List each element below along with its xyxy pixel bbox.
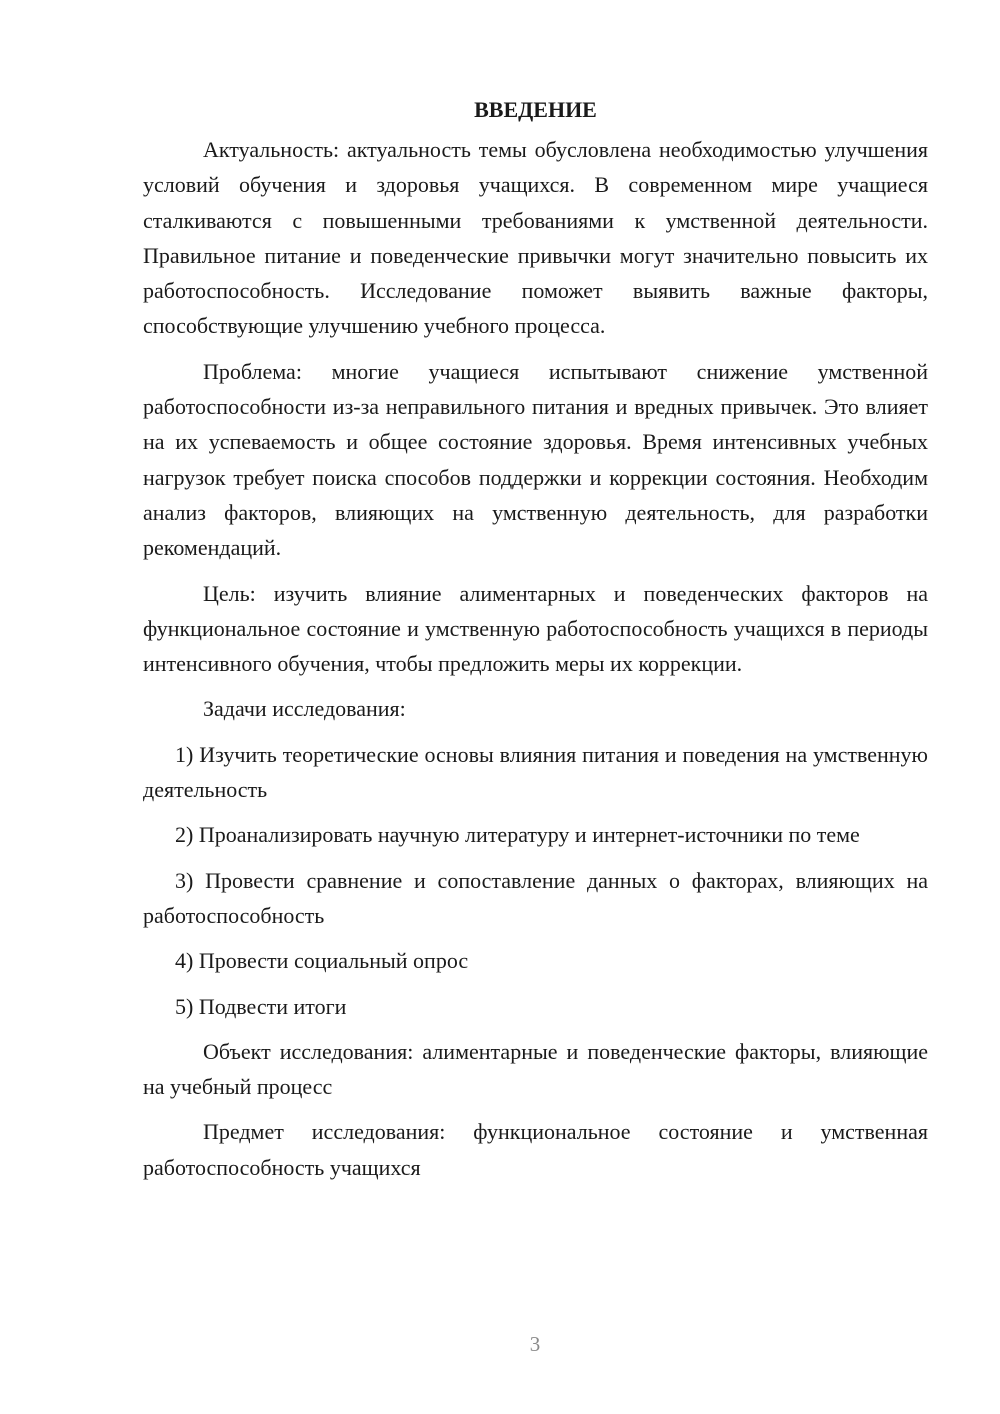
task-item-3: 3) Провести сравнение и сопоставление данных о факторах, влияющих на работоспособность [143,867,928,928]
task-item-2: 2) Проанализировать научную литературу и интернет-источники по теме [175,822,860,848]
relevance-paragraph: Актуальность: актуальность темы обусловлена необходимостью улучшения условий обучения и здоровья учащихся. В современном мире учащиеся сталкиваются с повышенными требованиями к умственной деятельности. Правильное питание и поведенческие привычки могут значительно повысить их работоспособность. Исследование поможет выявить важные факторы, способствующие улучшению учебного процесса. [143,137,928,339]
tasks-heading: Задачи исследования: [203,696,406,722]
task-item-4: 4) Провести социальный опрос [175,948,469,974]
section-title: ВВЕДЕНИЕ [474,97,597,122]
task-item-1: 1) Изучить теоретические основы влияния питания и поведения на умственную деятельность [143,741,928,803]
research-subject-paragraph: Предмет исследования: функциональное состояние и умственная работоспособность учащихся [143,1119,928,1180]
task-item-5: 5) Подвести итоги [175,993,347,1019]
document-page [143,92,928,1185]
page-number: 3 [529,1332,541,1356]
research-object-paragraph: Объект исследования: алиментарные и поведенческие факторы, влияющие на учебный процесс [143,1038,928,1100]
goal-paragraph: Цель: изучить влияние алиментарных и поведенческих факторов на функциональное состояние и умственную работоспособность учащихся в периоды интенсивного обучения, чтобы предложить меры их коррекции. [143,580,928,677]
problem-paragraph: Проблема: многие учащиеся испытывают снижение умственной работоспособности из-за неправильного питания и вредных привычек. Это влияет на их успеваемость и общее состояние здоровья. Время интенсивных учебных нагрузок требует поиска способов поддержки и коррекции состояния. Необходим анализ факторов, влияющих на умственную деятельность, для разработки рекомендаций. [143,358,928,561]
